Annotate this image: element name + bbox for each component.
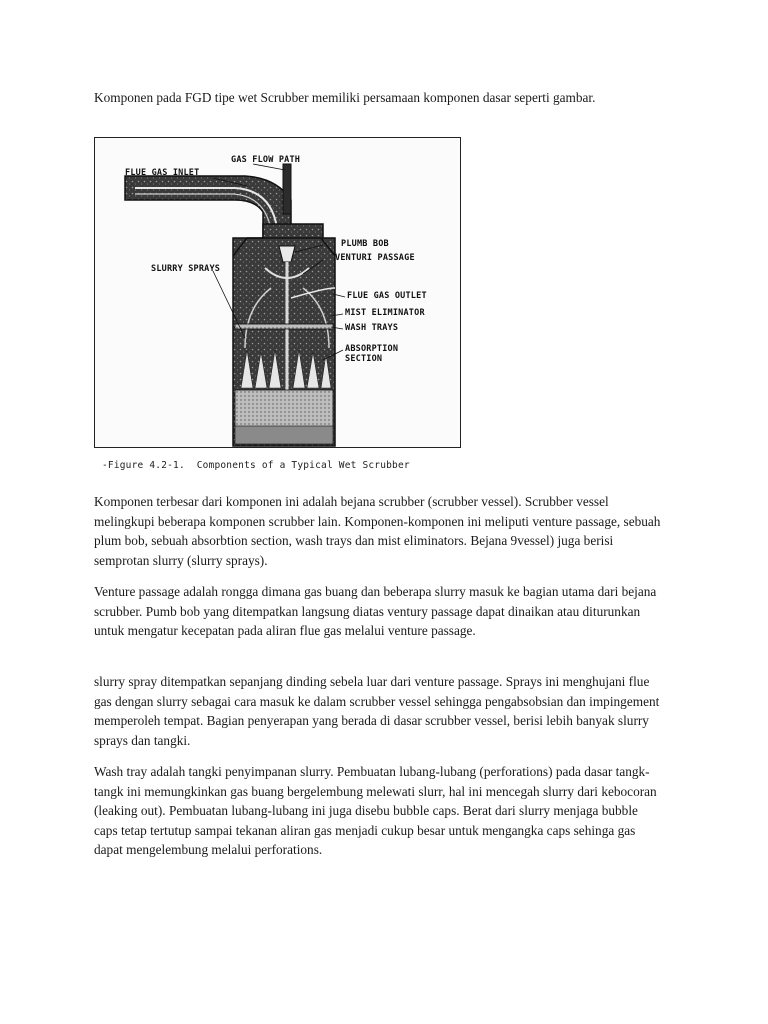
label-gas-flow-path: GAS FLOW PATH: [231, 155, 301, 165]
label-wash-trays: WASH TRAYS: [345, 323, 399, 333]
label-slurry-sprays: SLURRY SPRAYS: [151, 264, 221, 274]
label-flue-gas-inlet: FLUE GAS INLET: [125, 168, 200, 178]
label-absorption-section: ABSORPTION SECTION: [345, 344, 399, 364]
label-venturi-passage: VENTURI PASSAGE: [335, 253, 415, 263]
label-mist-eliminator: MIST ELIMINATOR: [345, 308, 425, 318]
label-flue-gas-outlet: FLUE GAS OUTLET: [347, 291, 427, 301]
figure-caption: -Figure 4.2-1. Components of a Typical Wet Scrubber: [102, 460, 410, 471]
wash-tray: [235, 324, 333, 329]
paragraph-slurry-spray: slurry spray ditempatkan sepanjang dinding sebela luar dari venture passage. Sprays ini menghujani flue gas dengan slurry sebagai cara masuk ke dalam scrubber vessel sehingga pengabsobsian dan impingement memperoleh tempat. Bagian penyerapan yang berada di dasar scrubber vessel, berisi lebih banyak slurry sprays dan tangki.: [94, 674, 660, 748]
intro-paragraph: Komponen pada FGD tipe wet Scrubber memiliki persamaan komponen dasar seperti gambar.: [94, 90, 596, 105]
paragraph-venture-passage: Venture passage adalah rongga dimana gas buang dan beberapa slurry masuk ke bagian utama dari bejana scrubber. Pumb bob yang ditempatkan langsung diatas ventury passage dapat dinaikan atau diturunkan untuk mengatur kecepatan pada aliran flue gas melalui venture passage.: [94, 584, 657, 638]
paragraph-scrubber-vessel: Komponen terbesar dari komponen ini adalah bejana scrubber (scrubber vessel). Scrubber vessel melingkupi beberapa komponen scrubber lain. Komponen-komponen ini meliputi venture passage, sebuah plum bob, sebuah absorbtion section, wash trays dan mist eliminators. Bejana 9vessel) juga berisi semprotan slurry (slurry sprays).: [94, 494, 661, 568]
wet-scrubber-figure: [94, 137, 461, 448]
label-plumb-bob: PLUMB BOB: [341, 239, 389, 249]
gas-flow-path-stack: [283, 164, 291, 214]
paragraph-wash-tray: Wash tray adalah tangki penyimpanan slurry. Pembuatan lubang-lubang (perforations) pada dasar tangk-tangk ini memungkinkan gas buang bergelembung melewati slurr, hal ini mencegah slurry dari kebocoran (leaking out). Pembuatan lubang-lubang ini juga disebu bubble caps. Berat dari slurry menjaga bubble caps tetap tertutup sampai tekanan aliran gas menjadi cukup besar untuk mengangka caps sehinga gas dapat mengelembung melalui perforations.: [94, 764, 657, 857]
